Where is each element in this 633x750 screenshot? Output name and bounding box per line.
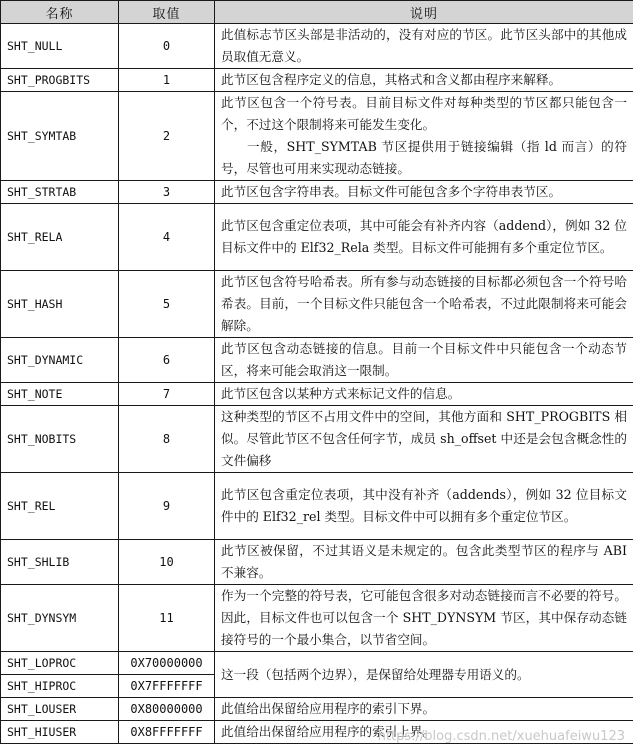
table-row [1,69,633,92]
table-header-row [1,1,633,24]
row-description: 此节区包含程序定义的信息，其格式和含义都由程序来解释。 [215,69,633,92]
row-name: SHT_STRTAB [1,181,119,204]
row-value: 3 [119,181,215,204]
table-row [1,721,633,744]
row-description: 这种类型的节区不占用文件中的空间，其他方面和 SHT_PROGBITS 相似。尽管此节区不包含任何字节，成员 sh_offset 中还是会包含概念性的文件偏移 [215,406,633,473]
table-row [1,406,633,473]
row-description-para: 此节区包含一个符号表。目前目标文件对每种类型的节区都只能包含一个，不过这个限制将来可能发生变化。 [221,95,627,132]
header-name: 名称 [1,1,119,24]
row-value: 1 [119,69,215,92]
row-value: 0X7FFFFFFF [119,675,215,698]
table-row [1,585,633,652]
table-row [1,24,633,69]
row-name: SHT_SYMTAB [1,92,119,181]
row-description: 此节区包含重定位表项，其中可能会有补齐内容（addend），例如 32 位目标文件中的 Elf32_Rela 类型。目标文件可能拥有多个重定位节区。 [215,204,633,271]
table-row [1,271,633,338]
table-row [1,181,633,204]
row-description: 此值给出保留给应用程序的索引下界。 [215,698,633,721]
row-name: SHT_LOPROC [1,652,119,675]
row-value: 8 [119,406,215,473]
row-name: SHT_NOTE [1,383,119,406]
row-description: 此值给出保留给应用程序的索引上界。 [215,721,633,744]
row-value: 9 [119,473,215,540]
row-value: 0X80000000 [119,698,215,721]
watermark-text: https://blog.csdn.net/xuehuafeiwu123 [377,729,625,744]
row-description: 此节区包含符号哈希表。所有参与动态链接的目标都必须包含一个符号哈希表。目前，一个目标文件只能包含一个哈希表，不过此限制将来可能会解除。 [215,271,633,338]
row-value: 7 [119,383,215,406]
row-name: SHT_RELA [1,204,119,271]
row-value: 10 [119,540,215,585]
table-row [1,473,633,540]
row-name: SHT_NULL [1,24,119,69]
row-value: 5 [119,271,215,338]
row-value: 0 [119,24,215,69]
row-description: 这一段（包括两个边界），是保留给处理器专用语义的。 [215,652,633,698]
row-description: 此节区包含以某种方式来标记文件的信息。 [215,383,633,406]
row-description: 作为一个完整的符号表，它可能包含很多对动态链接而言不必要的符号。因此，目标文件也可以包含一个 SHT_DYNSYM 节区，其中保存动态链接符号的一个最小集合，以节省空间。 [215,585,633,652]
table-row [1,338,633,383]
header-description: 说明 [215,1,633,24]
row-name: SHT_LOUSER [1,698,119,721]
row-description: 此节区包含字符串表。目标文件可能包含多个字符串表节区。 [215,181,633,204]
row-name: SHT_DYNSYM [1,585,119,652]
table-row [1,652,633,675]
row-value: 2 [119,92,215,181]
row-name: SHT_HIUSER [1,721,119,744]
row-value: 6 [119,338,215,383]
table-row [1,540,633,585]
row-name: SHT_DYNAMIC [1,338,119,383]
row-description: 此节区包含动态链接的信息。目前一个目标文件中只能包含一个动态节区，将来可能会取消这一限制。 [215,338,633,383]
row-description: 此值标志节区头部是非活动的，没有对应的节区。此节区头部中的其他成员取值无意义。 [215,24,633,69]
row-description: 此节区被保留，不过其语义是未规定的。包含此类型节区的程序与 ABI 不兼容。 [215,540,633,585]
row-name: SHT_HASH [1,271,119,338]
table-row [1,92,633,181]
table-row [1,204,633,271]
row-name: SHT_SHLIB [1,540,119,585]
row-name: SHT_REL [1,473,119,540]
row-description: 此节区包含重定位表项，其中没有补齐（addends），例如 32 位目标文件中的 Elf32_rel 类型。目标文件中可以拥有多个重定位节区。 [215,473,633,540]
row-name: SHT_NOBITS [1,406,119,473]
row-description-para: 一般，SHT_SYMTAB 节区提供用于链接编辑（指 ld 而言）的符号，尽管也可用来实现动态链接。 [221,139,627,176]
row-value: 11 [119,585,215,652]
header-value: 取值 [119,1,215,24]
row-value: 0X70000000 [119,652,215,675]
row-description [215,92,633,181]
row-name: SHT_PROGBITS [1,69,119,92]
row-value: 0X8FFFFFFF [119,721,215,744]
row-name: SHT_HIPROC [1,675,119,698]
table-row [1,698,633,721]
row-value: 4 [119,204,215,271]
table-row [1,383,633,406]
